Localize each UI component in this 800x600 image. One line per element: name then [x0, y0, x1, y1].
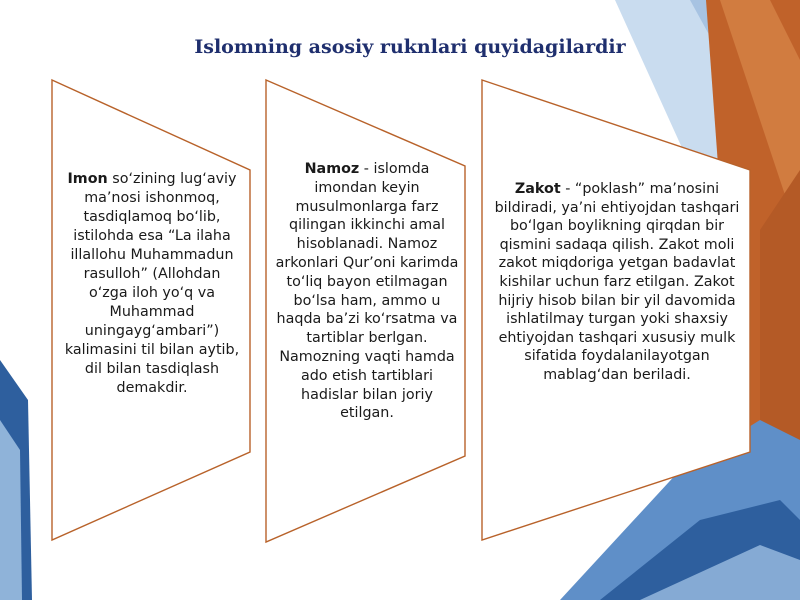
panel-zakot-term: Zakot [514, 181, 561, 197]
panel-imon-body: so‘zining lug‘aviy ma’nosi ishonmoq, tasdiqlamoq bo‘lib, istilohda esa “La ilaha illallohu Muhammadun rasulloh” (Allohdan o‘zga iloh yo‘q va Muhammad uningayg‘ambari”) kalimasini til bilan aytib, dil bilan tasdiqlash demakdir. [64, 171, 240, 396]
panel-imon-term: Imon [67, 171, 108, 187]
panel-namoz-term: Namoz [304, 161, 360, 177]
slide-title: Islomning asosiy ruknlari quyidagilardir [194, 36, 626, 58]
panel-imon-text [62, 170, 242, 398]
panel-zakot-text [488, 180, 746, 385]
panel-zakot-body: - “poklash” ma’nosini bildiradi, ya’ni ehtiyojdan tashqari bo‘lgan boylikning qirqdan bir qismini sadaqa qilish. Zakot moli zakot miqdoriga yetgan badavlat kishilar uchun farz etilgan. Zakot hijriy hisob bilan bir yil davomida ishlatilmay turgan yoki shaxsiy ehtiyojdan tashqari xususiy mulk sifatida foydalanilayotgan mablag‘dan beriladi. [494, 181, 740, 383]
panel-namoz-text [272, 160, 462, 423]
panel-namoz-body: - islomda imondan keyin musulmonlarga farz qilingan ikkinchi amal hisoblanadi. Namoz arkonlari Qur’oni karimda to‘liq bayon etilmagan bo‘lsa ham, ammo u haqda ba’zi ko‘rsatma va tartiblar berlgan. Namozning vaqti hamda ado etish tartiblari hadislar bilan joriy etilgan. [275, 161, 459, 422]
